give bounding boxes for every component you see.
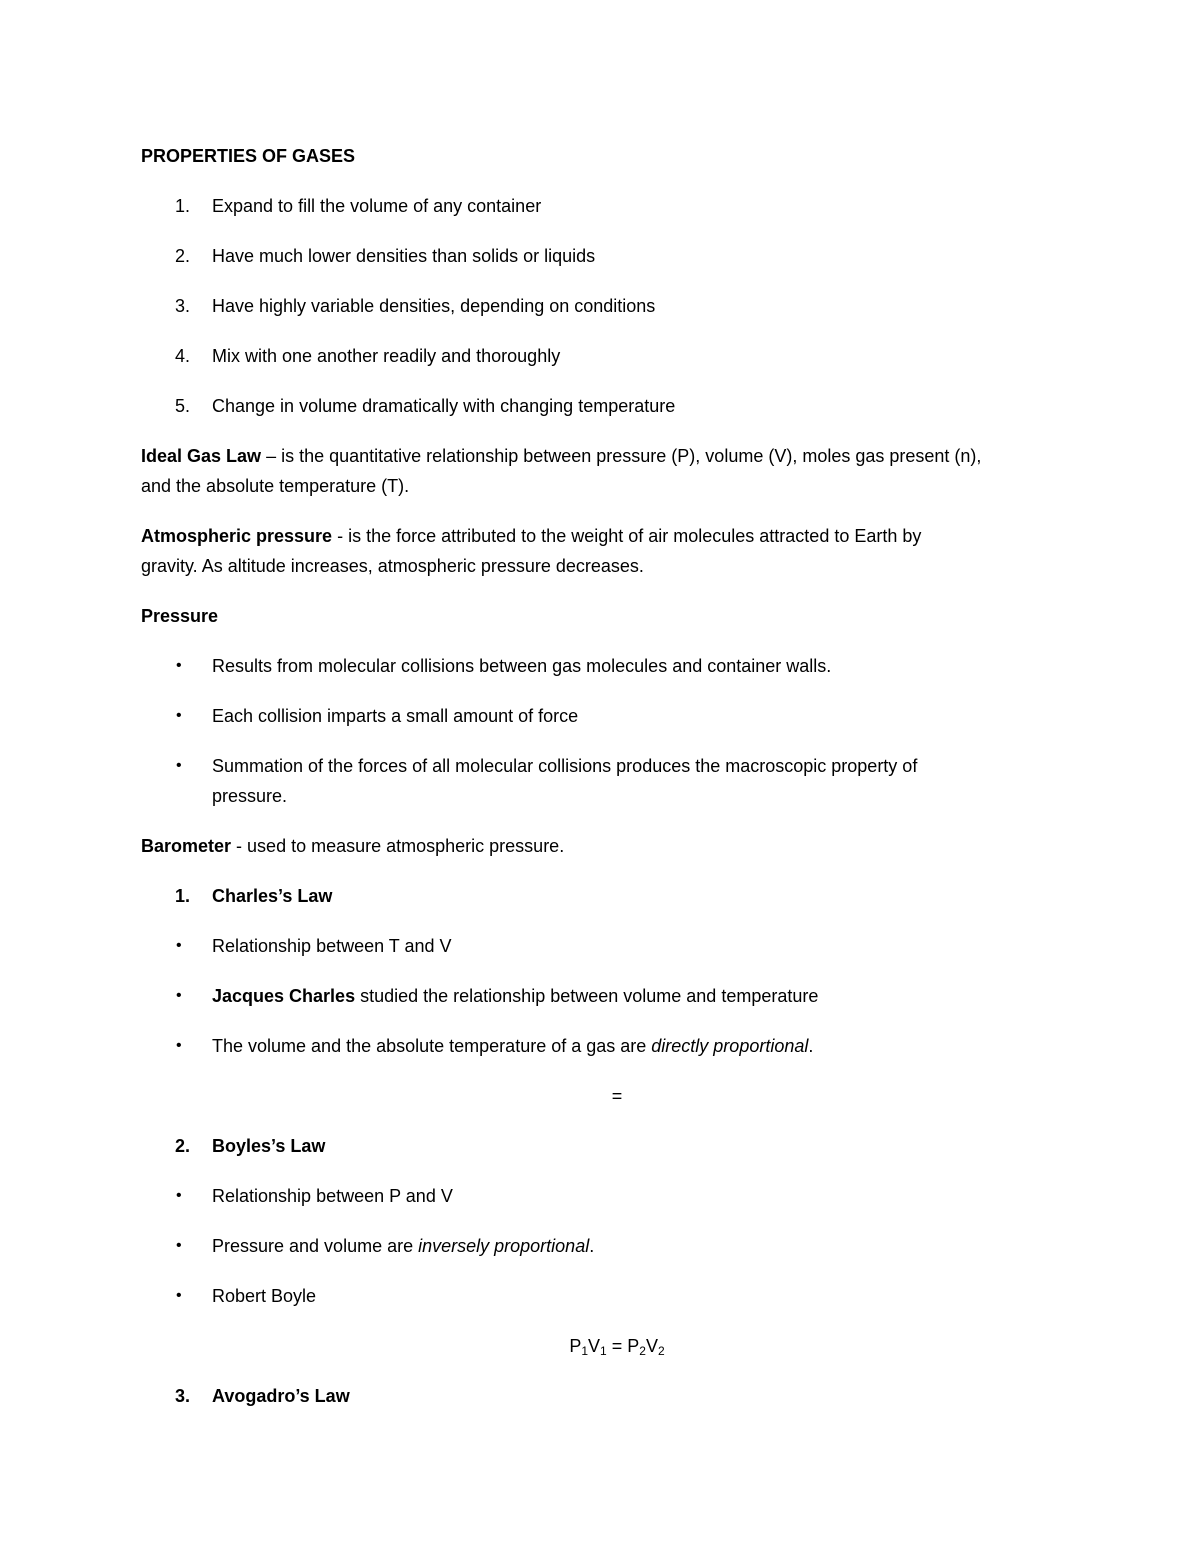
bullet-icon: • (176, 707, 182, 724)
list-item: Results from molecular collisions between gas molecules and container walls. (212, 656, 832, 676)
list-item (212, 981, 818, 1011)
list-number: 2. (175, 246, 191, 266)
bullet-icon: • (176, 757, 182, 774)
list-item: Mix with one another readily and thoroughly (212, 346, 561, 366)
bullet-icon: • (176, 1187, 182, 1204)
list-item: Expand to fill the volume of any container (212, 196, 542, 216)
list-item-text: Pressure and volume are (212, 1236, 419, 1256)
list-item: Relationship between P and V (212, 1186, 453, 1206)
jacques-charles-name: Jacques Charles (212, 986, 356, 1006)
atmospheric-pressure-paragraph (141, 521, 921, 551)
ideal-gas-law-definition: – is the quantitative relationship between pressure (P), volume (V), moles gas present (n), (261, 446, 982, 466)
list-item-text: studied the relationship between volume and temperature (355, 986, 819, 1006)
list-item-text: . (589, 1236, 595, 1256)
boyles-law-heading: Boyles’s Law (212, 1136, 326, 1156)
list-item: Each collision imparts a small amount of force (212, 706, 579, 726)
list-item-text: . (808, 1036, 814, 1056)
list-item: Have highly variable densities, depending on conditions (212, 296, 656, 316)
atmospheric-pressure-continuation: gravity. As altitude increases, atmospheric pressure decreases. (141, 556, 644, 576)
eq-equals: = (606, 1336, 628, 1356)
eq-symbol: P (569, 1336, 582, 1356)
list-item: Summation of the forces of all molecular collisions produces the macroscopic property of (212, 756, 918, 776)
list-item: Change in volume dramatically with changing temperature (212, 396, 676, 416)
eq-symbol: V (645, 1336, 658, 1356)
list-item-text: The volume and the absolute temperature of a gas are (212, 1036, 652, 1056)
bullet-icon: • (176, 987, 182, 1004)
ideal-gas-law-paragraph (141, 441, 981, 471)
barometer-definition: - used to measure atmospheric pressure. (231, 836, 565, 856)
eq-subscript: 1 (581, 1344, 589, 1358)
ideal-gas-law-continuation: and the absolute temperature (T). (141, 476, 410, 496)
inversely-proportional-emphasis: inversely proportional (418, 1236, 590, 1256)
boyles-law-equation (0, 1331, 1200, 1366)
list-item (212, 1231, 594, 1261)
list-number: 1. (175, 886, 191, 906)
bullet-icon: • (176, 657, 182, 674)
bullet-icon: • (176, 1287, 182, 1304)
bullet-icon: • (176, 1037, 182, 1054)
eq-symbol: V (588, 1336, 601, 1356)
bullet-icon: • (176, 937, 182, 954)
list-number: 5. (175, 396, 191, 416)
charles-law-equation: = (611, 1086, 623, 1106)
charles-law-heading: Charles’s Law (212, 886, 333, 906)
list-item (212, 1031, 813, 1061)
barometer-paragraph (141, 831, 564, 861)
avogadro-law-heading: Avogadro’s Law (212, 1386, 350, 1406)
bullet-icon: • (176, 1237, 182, 1254)
eq-subscript: 2 (657, 1344, 665, 1358)
atmospheric-pressure-term: Atmospheric pressure (141, 526, 333, 546)
eq-symbol: P (627, 1336, 640, 1356)
list-item: Relationship between T and V (212, 936, 452, 956)
list-number: 3. (175, 296, 191, 316)
list-number: 1. (175, 196, 191, 216)
list-item: Have much lower densities than solids or liquids (212, 246, 596, 266)
list-number: 2. (175, 1136, 191, 1156)
ideal-gas-law-term: Ideal Gas Law (141, 446, 262, 466)
pressure-heading: Pressure (141, 606, 219, 626)
list-item-continuation: pressure. (212, 786, 288, 806)
barometer-term: Barometer (141, 836, 232, 856)
eq-subscript: 2 (639, 1344, 646, 1358)
eq-subscript: 1 (600, 1344, 607, 1358)
directly-proportional-emphasis: directly proportional (651, 1036, 809, 1056)
atmospheric-pressure-definition: - is the force attributed to the weight of air molecules attracted to Earth by (332, 526, 922, 546)
list-number: 4. (175, 346, 191, 366)
list-item: Robert Boyle (212, 1286, 317, 1306)
page-title: PROPERTIES OF GASES (141, 146, 356, 166)
list-number: 3. (175, 1386, 191, 1406)
